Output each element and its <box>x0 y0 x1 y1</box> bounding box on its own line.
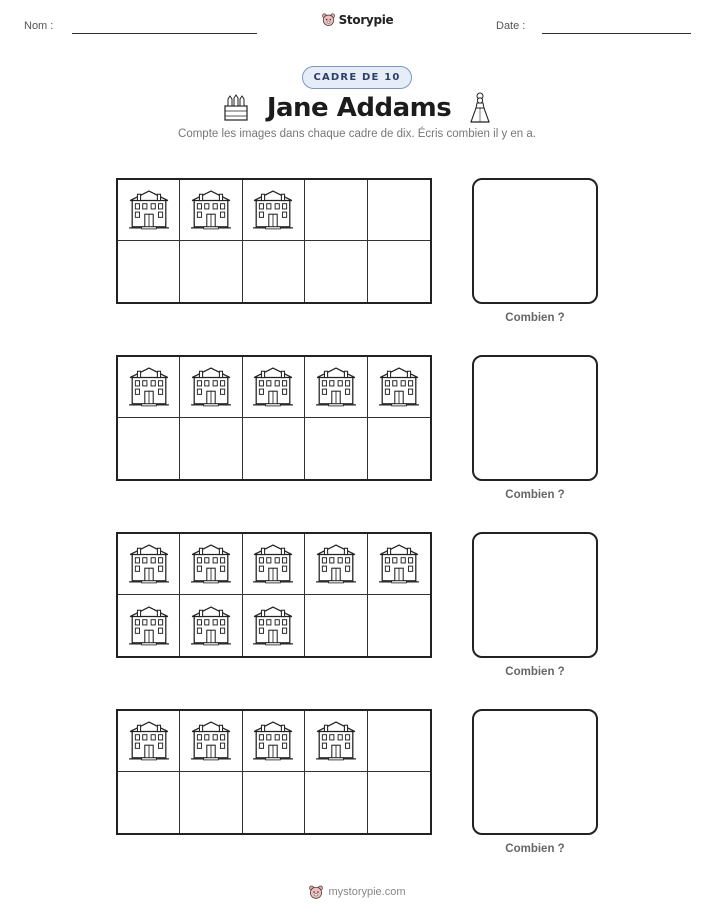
ten-frame-cell <box>180 772 242 833</box>
ten-frame-cell <box>305 534 367 595</box>
house-icon <box>190 189 232 231</box>
house-icon <box>252 543 294 585</box>
house-icon <box>378 543 420 585</box>
answer-box[interactable] <box>472 709 598 835</box>
ten-frame-cell <box>368 595 430 656</box>
ten-frame-cell <box>368 241 430 302</box>
page-title: Jane Addams <box>266 93 452 123</box>
ten-frame-cell <box>368 711 430 772</box>
ten-frame-cell <box>118 534 180 595</box>
bear-logo-icon <box>308 884 324 900</box>
ten-frame-cell <box>180 595 242 656</box>
ten-frame-cell <box>180 241 242 302</box>
ten-frame-cell <box>243 534 305 595</box>
house-icon <box>128 605 170 647</box>
house-icon <box>315 543 357 585</box>
ten-frame-cell <box>180 357 242 418</box>
ten-frame-cell <box>243 180 305 241</box>
house-icon <box>128 189 170 231</box>
house-icon <box>315 366 357 408</box>
ten-frame-cell <box>305 180 367 241</box>
ten-frame-cell <box>180 711 242 772</box>
answer-label: Combien ? <box>505 489 565 501</box>
ten-frame-cell <box>305 772 367 833</box>
house-icon <box>128 366 170 408</box>
footer-site: mystorypie.com <box>328 886 406 898</box>
ten-frame <box>116 178 432 304</box>
ten-frame-cell <box>243 241 305 302</box>
woman-figure-icon <box>469 92 491 124</box>
house-icon <box>128 720 170 762</box>
house-icon <box>128 543 170 585</box>
house-icon <box>252 605 294 647</box>
ten-frame-cell <box>118 772 180 833</box>
ten-frame-cell <box>305 357 367 418</box>
ten-frame-cell <box>368 357 430 418</box>
answer-label: Combien ? <box>505 843 565 855</box>
ten-frame-cell <box>118 241 180 302</box>
bear-logo-icon <box>321 12 336 27</box>
ten-frame-cell <box>118 418 180 479</box>
ten-frame-cell <box>243 418 305 479</box>
footer <box>0 884 714 905</box>
answer-box[interactable] <box>472 532 598 658</box>
ten-frame-cell <box>243 711 305 772</box>
ten-frame-cell <box>368 772 430 833</box>
ten-frame <box>116 709 432 835</box>
house-icon <box>252 720 294 762</box>
house-icon <box>190 366 232 408</box>
ten-frame-cell <box>305 595 367 656</box>
ten-frame-cell <box>243 357 305 418</box>
ten-frame-cell <box>180 418 242 479</box>
answer-label: Combien ? <box>505 666 565 678</box>
crayons-icon <box>223 94 249 122</box>
ten-frame-cell <box>368 180 430 241</box>
house-icon <box>190 720 232 762</box>
ten-frame-cell <box>243 595 305 656</box>
ten-frame-cell <box>368 534 430 595</box>
instructions: Compte les images dans chaque cadre de dix. Écris combien il y en a. <box>178 128 536 140</box>
ten-frame-cell <box>180 534 242 595</box>
ten-frame-cell <box>118 595 180 656</box>
ten-frame-cell <box>305 418 367 479</box>
date-label: Date : <box>496 20 526 32</box>
ten-frame <box>116 355 432 481</box>
worksheet-type-badge: CADRE DE 10 <box>302 66 411 89</box>
ten-frame-cell <box>180 180 242 241</box>
ten-frame-cell <box>368 418 430 479</box>
title-row <box>0 90 714 126</box>
house-icon <box>190 605 232 647</box>
date-line[interactable] <box>542 33 691 34</box>
ten-frame-cell <box>305 711 367 772</box>
house-icon <box>190 543 232 585</box>
answer-box[interactable] <box>472 178 598 304</box>
brand-name: Storypie <box>338 12 394 27</box>
ten-frame-cell <box>305 241 367 302</box>
house-icon <box>252 366 294 408</box>
ten-frame-cell <box>243 772 305 833</box>
name-line[interactable] <box>72 33 257 34</box>
answer-label: Combien ? <box>505 312 565 324</box>
ten-frame-cell <box>118 711 180 772</box>
house-icon <box>378 366 420 408</box>
name-label: Nom : <box>24 20 54 32</box>
house-icon <box>315 720 357 762</box>
ten-frame-cell <box>118 180 180 241</box>
answer-box[interactable] <box>472 355 598 481</box>
ten-frame-cell <box>118 357 180 418</box>
ten-frame <box>116 532 432 658</box>
house-icon <box>252 189 294 231</box>
brand-header <box>0 12 714 32</box>
